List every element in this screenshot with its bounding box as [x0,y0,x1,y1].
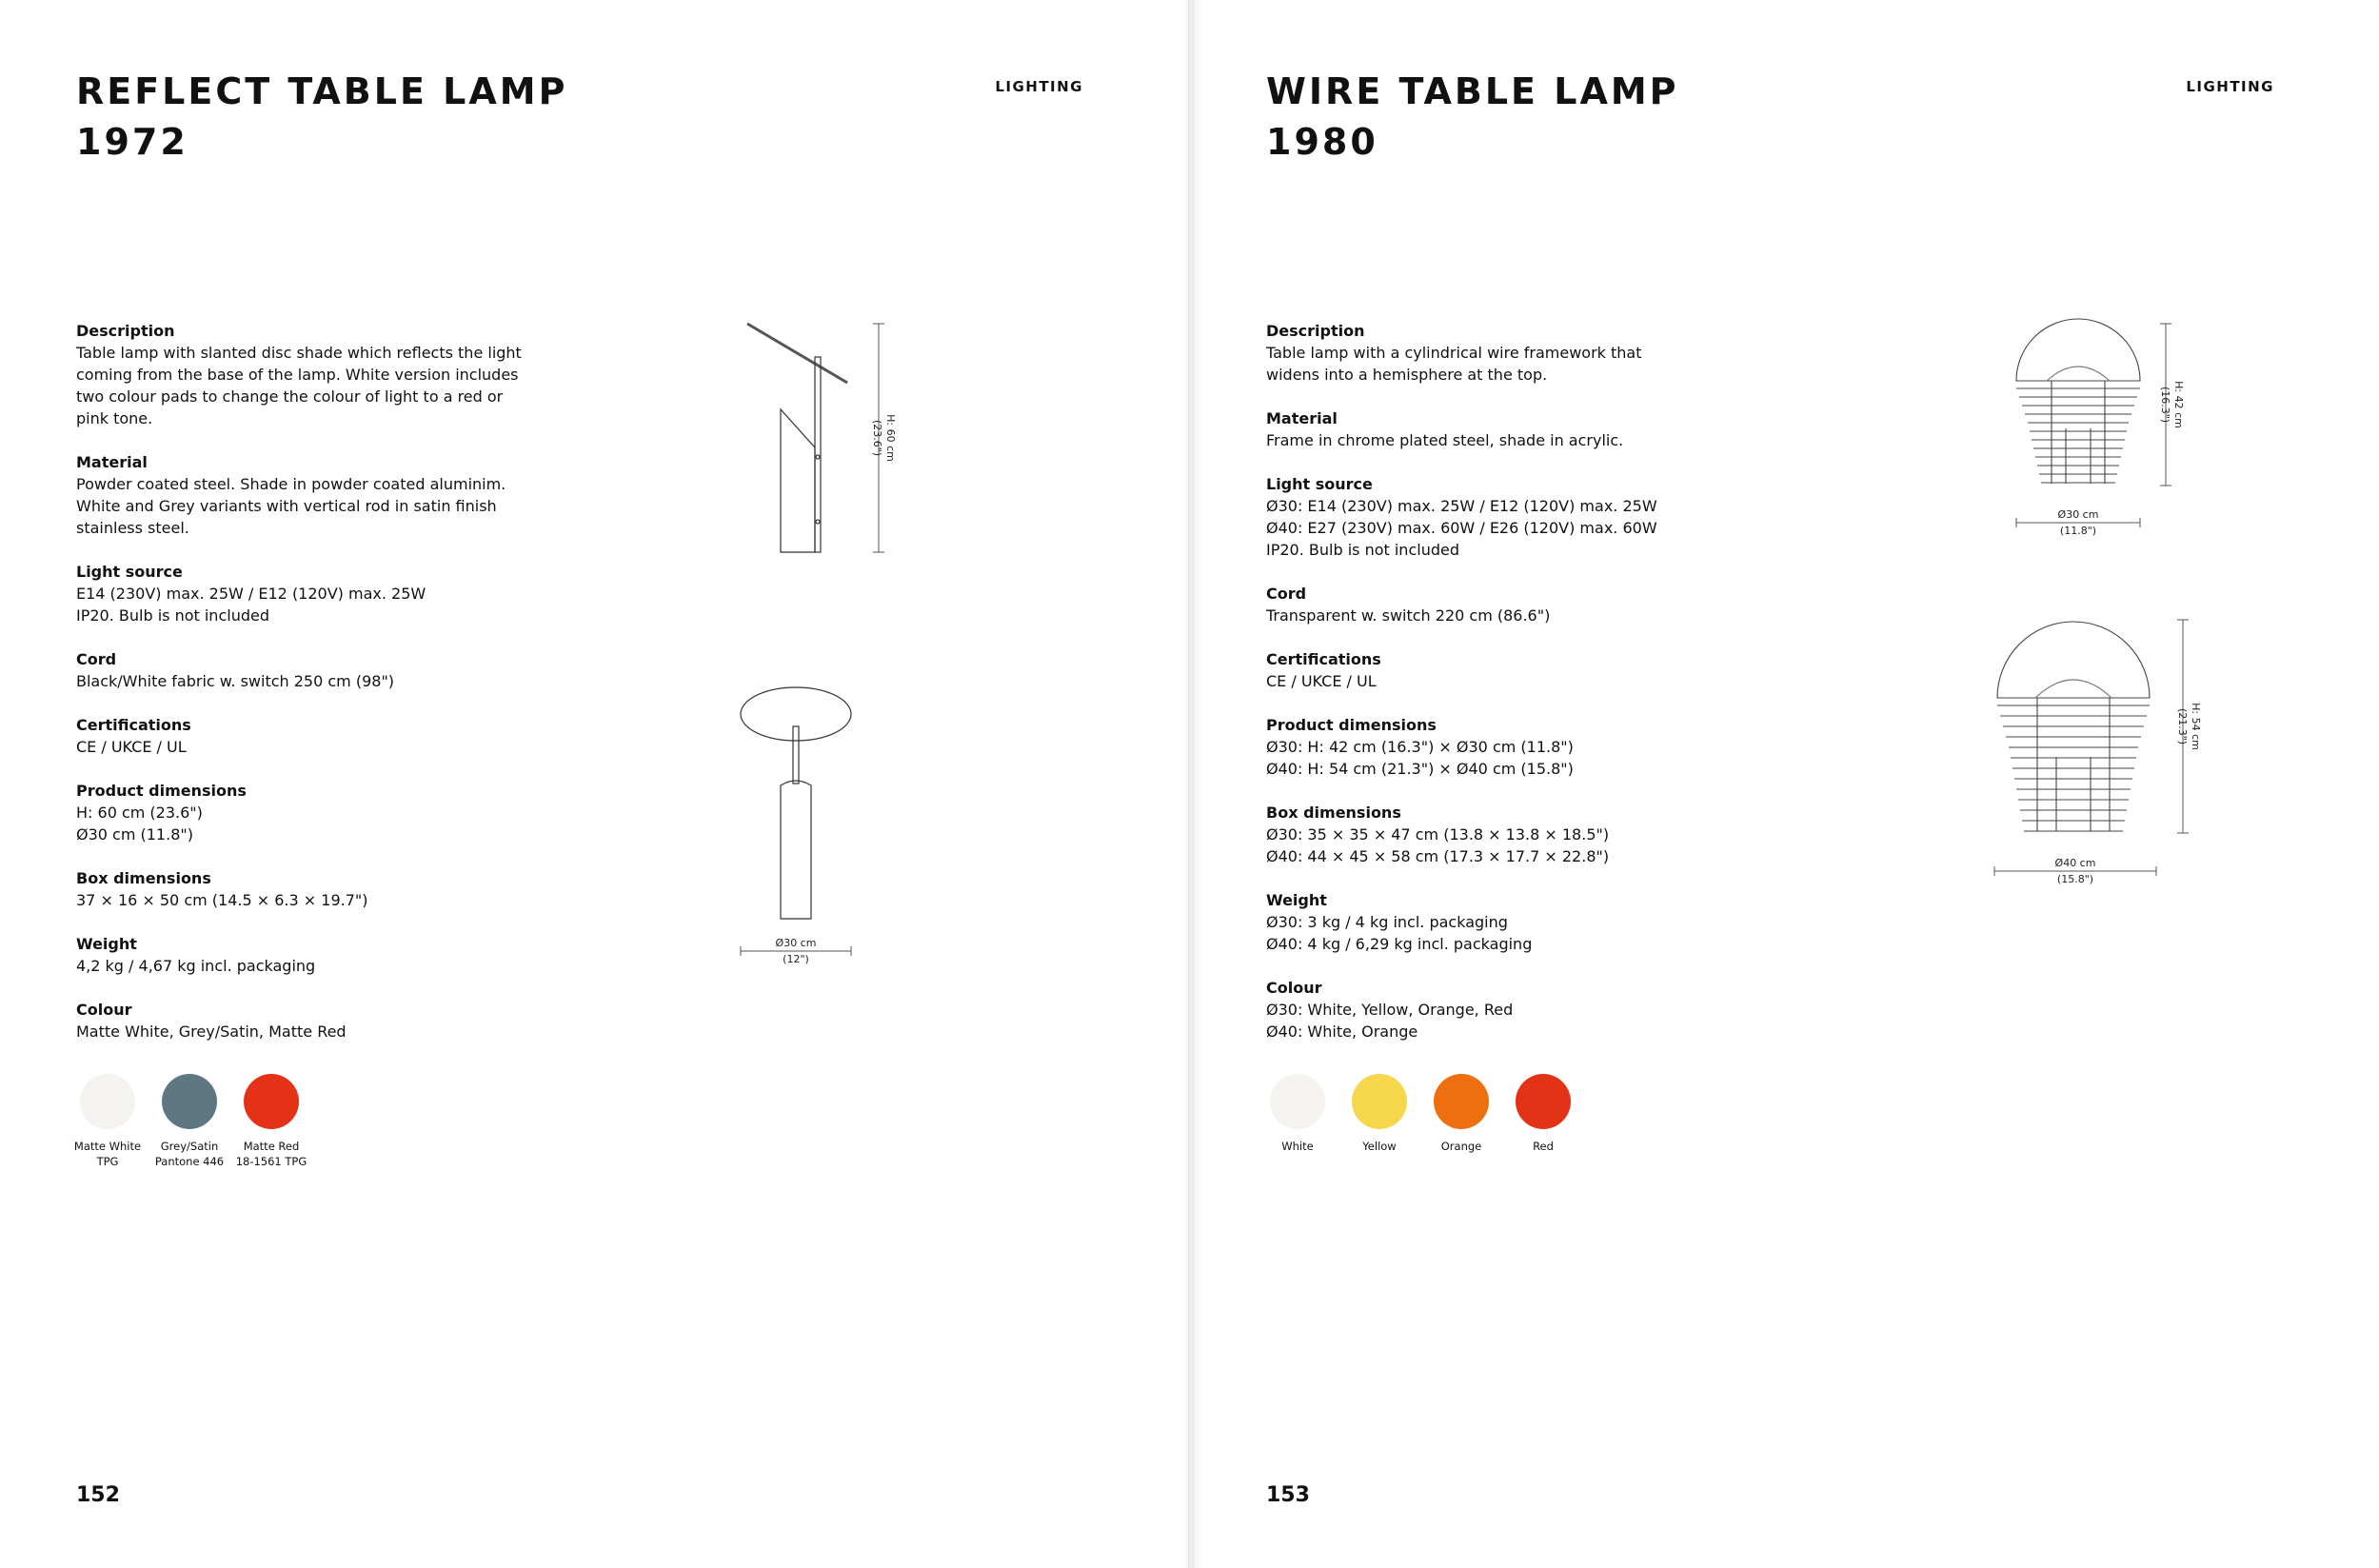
height-dimension-inch: (23.6") [871,419,883,457]
colour-swatches [1257,1074,1584,1154]
page-number: 153 [1266,1483,1310,1507]
spec-text: IP20. Bulb is not included [1266,541,1459,559]
spec-heading: Light source [76,563,183,581]
hemisphere-shade [2016,319,2140,381]
product-title [76,67,567,168]
spec-heading: Colour [1266,979,1322,997]
spec-heading: Product dimensions [1266,716,1437,734]
spec-text: stainless steel. [76,519,189,537]
spec-heading: Description [1266,322,1365,340]
swatch-dot [80,1074,135,1129]
disc-shade [741,687,851,741]
swatch-label: Orange [1440,1140,1482,1153]
product-year: 1972 [76,121,188,163]
spec-heading: Cord [1266,585,1307,603]
product-year: 1980 [1266,121,1378,163]
width-dimension-label: Ø40 cm [2054,857,2096,869]
spec-heading: Light source [1266,475,1373,493]
spec-section [1266,473,1780,561]
spec-heading: Certifications [76,716,191,734]
spec-heading: Certifications [1266,650,1381,668]
height-dimension-inch: (16.3") [2159,386,2171,424]
swatch-label: Yellow [1362,1140,1397,1153]
spec-section [76,867,590,911]
spec-text: widens into a hemisphere at the top. [1266,366,1548,384]
swatch-dot [244,1074,299,1129]
page-left [0,0,1188,1568]
spec-text: Ø40: H: 54 cm (21.3") × Ø40 cm (15.8") [1266,760,1574,778]
spec-text: White and Grey variants with vertical rod in satin finish [76,497,497,515]
spec-heading: Material [76,453,148,471]
spec-text: Ø40: 4 kg / 6,29 kg incl. packaging [1266,935,1533,953]
spec-text: CE / UKCE / UL [1266,672,1377,690]
swatch-dot [162,1074,217,1129]
colour-swatch [1420,1074,1502,1154]
spec-section [76,648,590,692]
swatch-label: TPG [96,1155,119,1168]
width-dimension-inch: (12") [783,953,809,965]
wire-rings [2016,388,2140,483]
spec-section [76,451,590,539]
reflect-lamp-front-drawing [733,681,866,976]
colour-swatch [1257,1074,1338,1154]
spec-section [76,933,590,977]
spec-text: E14 (230V) max. 25W / E12 (120V) max. 25W [76,585,426,603]
width-dimension-label: Ø30 cm [2057,508,2099,521]
spec-text: Ø30: 3 kg / 4 kg incl. packaging [1266,913,1508,931]
section-label: LIGHTING [2186,78,2274,95]
swatch-dot [1434,1074,1489,1129]
spec-section [1266,977,1780,1042]
spec-list [1266,320,1780,1064]
swatch-dot [1352,1074,1407,1129]
height-dimension-label: H: 54 cm [2190,703,2202,750]
spec-text: 4,2 kg / 4,67 kg incl. packaging [76,957,316,975]
swatch-label: Matte Red [243,1140,300,1153]
section-label: LIGHTING [995,78,1083,95]
spec-text: Ø30 cm (11.8") [76,825,193,844]
wire-rings [1997,705,2150,831]
spec-heading: Material [1266,409,1338,427]
swatch-dot [1516,1074,1571,1129]
spec-section [1266,889,1780,955]
spec-text: Black/White fabric w. switch 250 cm (98") [76,672,395,690]
spec-text: Ø40: E27 (230V) max. 60W / E26 (120V) max. 60W [1266,519,1657,537]
spec-heading: Weight [76,935,137,953]
spec-section [1266,802,1780,867]
swatch-dot [1270,1074,1325,1129]
spec-text: Ø30: E14 (230V) max. 25W / E12 (120V) max. 25W [1266,497,1657,515]
height-dimension-label: H: 60 cm [884,414,897,462]
spec-text: Ø40: 44 × 45 × 58 cm (17.3 × 17.7 × 22.8") [1266,847,1610,865]
spec-heading: Cord [76,650,117,668]
width-dimension-inch: (15.8") [2056,873,2094,885]
swatch-label: Matte White [73,1140,142,1153]
product-name: WIRE TABLE LAMP [1266,70,1679,112]
vertical-rod [793,726,799,784]
colour-swatch [1338,1074,1420,1154]
colour-swatches [67,1074,312,1169]
spec-text: Ø30: White, Yellow, Orange, Red [1266,1001,1514,1019]
spec-section [1266,583,1780,626]
spec-text: Table lamp with a cylindrical wire framework that [1266,344,1642,362]
page-number: 152 [76,1483,120,1507]
slanted-shade [747,324,847,383]
spec-section [76,714,590,758]
height-dimension-label: H: 42 cm [2172,381,2185,428]
spec-text: two colour pads to change the colour of light to a red or [76,387,504,406]
colour-swatch [1502,1074,1584,1154]
spec-section [76,780,590,845]
spec-text: Powder coated steel. Shade in powder coated aluminim. [76,475,506,493]
spec-heading: Weight [1266,891,1327,909]
spec-section [76,320,590,429]
spec-text: Ø30: 35 × 35 × 47 cm (13.8 × 13.8 × 18.5") [1266,825,1610,844]
swatch-label: Grey/Satin [160,1140,219,1153]
colour-swatch [67,1074,149,1169]
width-dimension-inch: (11.8") [2059,525,2097,537]
colour-swatch [230,1074,312,1169]
product-name: REFLECT TABLE LAMP [76,70,568,112]
lamp-base-panel [781,409,815,552]
swatch-label: Pantone 446 [154,1155,225,1168]
spec-section [1266,320,1780,386]
spec-heading: Box dimensions [1266,804,1401,822]
spec-text: 37 × 16 × 50 cm (14.5 × 6.3 × 19.7") [76,891,368,909]
spec-text: Matte White, Grey/Satin, Matte Red [76,1022,347,1041]
spec-text: Ø40: White, Orange [1266,1022,1418,1041]
product-title [1266,67,1679,168]
swatch-label: White [1281,1140,1314,1153]
width-dimension-label: Ø30 cm [775,937,817,949]
spec-section [1266,407,1780,451]
spec-section [1266,714,1780,780]
cylinder-base [781,781,811,919]
hemisphere-shade [1997,622,2150,698]
spec-text: coming from the base of the lamp. White version includes [76,366,519,384]
reflect-lamp-side-drawing [733,314,904,562]
page-right [1190,0,2379,1568]
spec-section [76,999,590,1042]
spec-heading: Product dimensions [76,782,247,800]
spec-heading: Colour [76,1001,132,1019]
spec-list [76,320,590,1064]
wire-lamp-small-drawing [2009,314,2209,543]
spec-text: Frame in chrome plated steel, shade in acrylic. [1266,431,1624,449]
wire-lamp-large-drawing [1990,614,2209,890]
spec-text: H: 60 cm (23.6") [76,804,203,822]
spec-section [1266,648,1780,692]
spec-text: Ø30: H: 42 cm (16.3") × Ø30 cm (11.8") [1266,738,1574,756]
spec-text: Table lamp with slanted disc shade which reflects the light [76,344,522,362]
swatch-label: Red [1533,1140,1554,1153]
colour-swatch [149,1074,230,1169]
spec-text: CE / UKCE / UL [76,738,187,756]
spec-text: IP20. Bulb is not included [76,606,269,625]
spec-section [76,561,590,626]
spec-text: pink tone. [76,409,153,427]
height-dimension-inch: (21.3") [2176,707,2189,745]
spec-text: Transparent w. switch 220 cm (86.6") [1266,606,1551,625]
spec-heading: Description [76,322,175,340]
spec-heading: Box dimensions [76,869,211,887]
swatch-label: 18-1561 TPG [235,1155,307,1168]
